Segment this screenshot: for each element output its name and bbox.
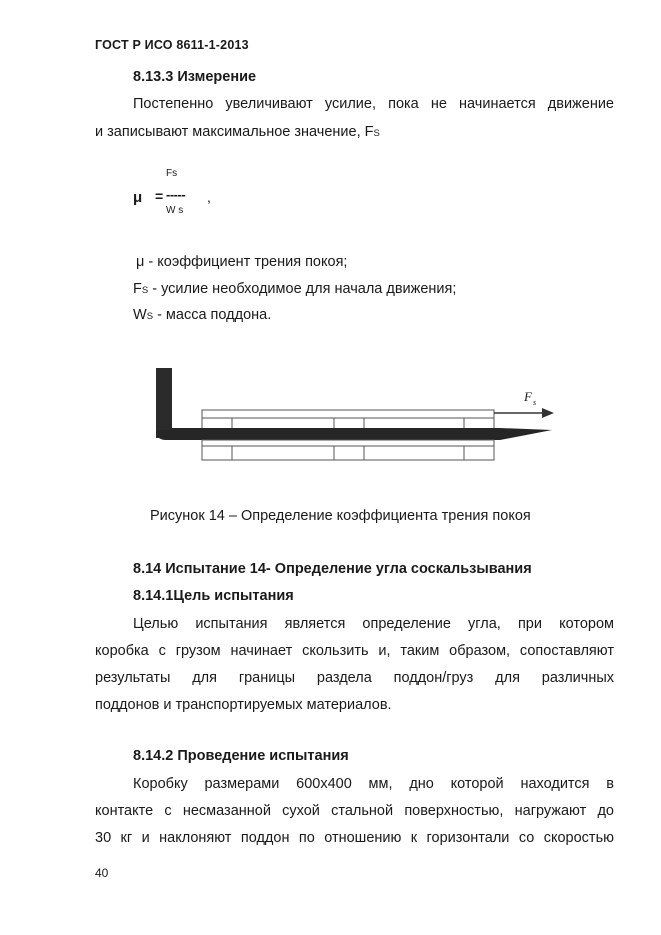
paragraph-line: 30 кг и наклоняют поддон по отношению к горизонтали со скоростью	[95, 830, 614, 846]
document-header: ГОСТ Р ИСО 8611-1-2013	[95, 38, 249, 52]
force-label-subscript: s	[533, 398, 537, 407]
pallet-bottom-board	[364, 446, 464, 460]
pallet-foot	[202, 446, 232, 460]
formula-fraction-bar: -----	[166, 187, 186, 202]
paragraph-line: коробка с грузом начинает скользить и, таким образом, сопоставляют	[95, 643, 614, 659]
paragraph-line: Постепенно увеличивают усилие, пока не начинается движение	[133, 96, 614, 112]
figure-pallet-friction	[150, 360, 570, 470]
definition-text: - усилие необходимое для начала движения;	[152, 281, 457, 297]
definition-text: - масса поддона.	[157, 307, 272, 323]
page-number: 40	[95, 866, 109, 880]
paragraph-line: контакте с несмазанной сухой стальной поверхностью, нагружают до	[95, 803, 614, 819]
definition-ws	[133, 307, 271, 323]
formula-numerator: Fs	[166, 168, 178, 179]
paragraph-line: поддонов и транспортируемых материалов.	[95, 697, 392, 713]
paragraph-line: Целью испытания является определение угла, при котором	[133, 616, 614, 632]
formula-denominator: W s	[166, 205, 184, 216]
pallet-bottom-deck	[202, 440, 494, 446]
symbol: F	[133, 281, 142, 297]
section-heading-8-14-1: 8.14.1Цель испытания	[133, 588, 294, 604]
paragraph-text: и записывают максимальное значение, F	[95, 124, 374, 140]
formula-equals: =	[155, 188, 164, 204]
paragraph-line	[95, 124, 380, 140]
figure-caption: Рисунок 14 – Определение коэффициента трения покоя	[150, 508, 531, 524]
definition-mu	[136, 254, 347, 270]
definition-text: - коэффициент трения покоя;	[148, 254, 348, 270]
paragraph-line: результаты для границы раздела поддон/груз для различных	[95, 670, 614, 686]
pallet-top-deck	[202, 410, 494, 418]
section-heading-8-14: 8.14 Испытание 14- Определение угла соскальзывания	[133, 561, 532, 577]
formula-comma: ,	[207, 189, 211, 205]
force-label: F	[524, 389, 532, 404]
symbol: μ	[136, 254, 145, 270]
pallet-bottom-board	[232, 446, 334, 460]
paragraph-line: Коробку размерами 600х400 мм, дно которой находится в	[133, 776, 614, 792]
symbol: W	[133, 307, 147, 323]
definition-fs	[133, 281, 456, 297]
formula-mu: μ	[133, 189, 143, 206]
section-heading-8-13-3: 8.13.3 Измерение	[133, 69, 257, 85]
section-heading-8-14-2: 8.14.2 Проведение испытания	[133, 748, 349, 764]
pallet-foot	[334, 446, 364, 460]
subscript: S	[146, 311, 154, 322]
force-arrow-head	[542, 408, 554, 418]
pallet-foot	[464, 446, 494, 460]
fork-mast	[156, 368, 172, 438]
subscript: S	[373, 128, 380, 139]
fork-tine	[156, 428, 552, 440]
subscript: S	[141, 285, 149, 296]
